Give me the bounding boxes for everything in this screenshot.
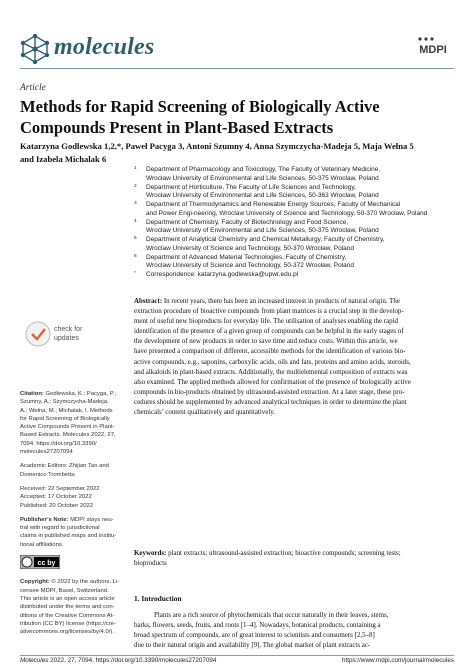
correspondence-email[interactable]: Correspondence: katarzyna.godlewska@upwr.edu.pl xyxy=(146,271,299,278)
affiliation: 2 Department of Horticulture, The Faculty of Life Sciences and Technology, Wrocław University of Environmental and Life Sciences, 50-363 Wrocław, Poland xyxy=(134,183,379,200)
section-heading: 1. Introduction xyxy=(134,594,182,603)
journal-header xyxy=(20,30,454,70)
affiliations xyxy=(134,166,456,280)
footer-citation: Molecules 2022, 27, 7094. https://doi.org/10.3390/molecules27207094 xyxy=(20,657,217,664)
svg-text:check for: check for xyxy=(54,326,83,333)
affiliation: 1 Department of Pharmacology and Toxicology, The Faculty of Veterinary Medicine, Wrocław University of Environmental and Life Sciences, 50-375 Wrocław, Poland xyxy=(134,166,381,182)
svg-text:cc by: cc by xyxy=(37,560,56,568)
introduction-text: Plants are a rich source of phytochemicals that occur naturally in their leaves, stems, barks, flowers, seeds, fruits, and roots [1–4]. Nowadays, botanical products, containing a broad spectrum of compounds, are of great interest to scientists and consumers [2,5–8] due to their natural origin and availability [9]. The global market of plant extracts ac- xyxy=(134,611,389,650)
affiliation: 5 Department of Analytical Chemistry and Chemical Metallurgy, Faculty of Chemistry, Wroclaw University of Science and Technology, 50-370 Wrocław, Poland xyxy=(134,236,385,252)
affiliation: 4 Department of Chemistry, Faculty of Biotechnology and Food Science, Wrocław University of Environmental and Life Sciences, 50-375 Wrocław, Poland xyxy=(134,218,379,235)
received-date: Received: 22 September 2022 xyxy=(20,485,100,492)
affiliation: 6 Department of Advanced Material Technologies, Faculty of Chemistry, Wroclaw University of Science and Technology, 50-372 Wrocław, Poland xyxy=(134,253,354,270)
doi-link[interactable]: 7094. https://doi.org/10.3390/ xyxy=(20,440,97,447)
academic-editors: Academic Editors: Zhijian Tan and Domenico Trombetta xyxy=(20,463,109,478)
check-for-updates-badge[interactable] xyxy=(20,318,98,364)
keywords: Keywords: plant extracts; ultrasound-assisted extraction; bioactive compounds; screening tests; bioproducts xyxy=(134,549,401,568)
affiliation: 3 Department of Thermodynamics and Renewable Energy Sources, Faculty of Mechanical and Power Engi-neering, Wroclaw University of Science and Technology, 50-370 Wrocław, Poland xyxy=(134,201,428,217)
publisher-note: Publisher’s Note: MDPI stays neu- tral with regard to jurisdictional claims in published maps and institu- tional affiliations. xyxy=(20,516,117,548)
mdpi-wordmark: MDPI xyxy=(419,44,447,56)
footer-divider xyxy=(20,655,454,656)
cc-by-license-icon[interactable] xyxy=(20,555,60,569)
copyright-notice: Copyright: © 2022 by the authors. Li- censee MDPI, Basel, Switzerland. This article is an open access article distributed under the terms and con- ditions of the Creative Commons At- tribution (CC BY) license (https://cre- ativecommons.org/licenses/by/4.0/). xyxy=(20,579,120,636)
accepted-date: Accepted: 17 October 2022 xyxy=(20,494,92,501)
author-line: Katarzyna Godlewska 1,2,*, Paweł Pacyga 3, Antoni Szumny 4, Anna Szymczycha-Madeja 5, Maja Wełna 5 xyxy=(20,141,414,151)
mdpi-logo xyxy=(412,36,454,58)
correspondence: * Correspondence: katarzyna.godlewska@upwr.edu.pl xyxy=(134,271,456,280)
header-divider xyxy=(20,68,454,69)
footer-journal-link[interactable]: https://www.mdpi.com/journal/molecules xyxy=(342,657,454,664)
author-line: and Izabela Michalak 6 xyxy=(20,153,107,164)
svg-text:updates: updates xyxy=(54,335,79,342)
published-date: Published: 20 October 2022 xyxy=(20,502,94,509)
paper-title xyxy=(20,96,460,138)
title-line: Methods for Rapid Screening of Biologically Active xyxy=(20,97,380,116)
license-link[interactable]: ativecommons.org/licenses/by/4.0/). xyxy=(20,629,114,636)
citation-block: Citation: Godlewska, K.; Pacyga, P.; Szumny, A.; Szymczycha-Madeja, A.; Wełna, M.; Michalak, I. Methods for Rapid Screening of Biologically Active Compounds Present in Plant- Based Extracts. Molecules 2022, 27, 7094. https://doi.org/10.3390/ molecules27207094 xyxy=(20,390,120,456)
journal-name: molecules xyxy=(54,34,155,60)
abstract: Abstract: In recent years, there has been an increased interest in products of natural origin. The extraction procedure of bioactive compounds from plant matrices is a crucial step in the develop- ment of useful new bioproducts for everyday life. The utilisation of analyses enabling the rapid identification of the presence of a given group of compounds can be helpful in the early stages of the development of new products in order to save time and reduce costs. Within this article, we have presented a comparison of different, accessible methods for the identification of various bio- active compounds, e.g., saponins, carboxylic acids, oils and fats, proteins and amino acids, steroids, and alkaloids in plant-based extracts. Additionally, the multielemental composition of extracts was also examined. The applied methods allowed for confirmation of the presence of biologically active compounds in bio-products obtained by ultrasound-assisted extraction. At a later stage, these pro- cedures should be supplemented by advanced analytical techniques in order to determine the plant chemicals’ content qualitatively and quantitatively. xyxy=(134,297,411,417)
author-list xyxy=(20,140,460,165)
sidebar-metadata xyxy=(20,390,120,636)
molecules-logo-icon xyxy=(20,34,50,64)
publication-dates xyxy=(20,485,120,510)
article-type: Article xyxy=(20,83,46,93)
title-line: Compounds Present in Plant-Based Extracts xyxy=(20,118,334,137)
